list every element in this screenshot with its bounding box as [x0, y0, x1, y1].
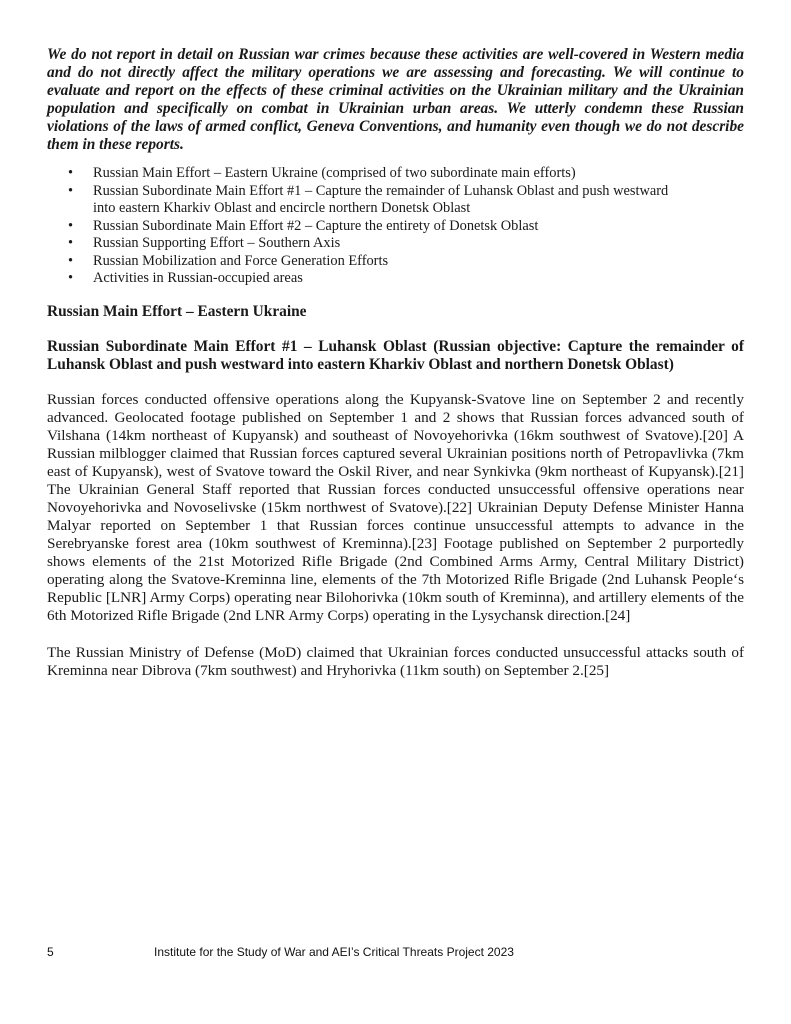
subsection-heading: Russian Subordinate Main Effort #1 – Luhansk Oblast (Russian objective: Capture the remainder of Luhansk Oblast and push westward into eastern Kharkiv Oblast and northern Donetsk Oblast): [47, 337, 744, 373]
list-item: • Activities in Russian-occupied areas: [93, 270, 744, 288]
list-item: • Russian Mobilization and Force Generation Efforts: [93, 253, 744, 271]
document-page: [47, 46, 744, 680]
list-item: • Russian Main Effort – Eastern Ukraine (comprised of two subordinate main efforts): [93, 165, 744, 183]
disclaimer-paragraph: We do not report in detail on Russian war crimes because these activities are well-covered in Western media and do not directly affect the military operations we are assessing and forecasting. We will continue to evaluate and report on the effects of these criminal activities on the Ukrainian military and the Ukrainian population and specifically on combat in Ukrainian urban areas. We utterly condemn these Russian violations of the laws of armed conflict, Geneva Conventions, and humanity even though we do not describe them in these reports.: [47, 46, 744, 153]
list-item: • Russian Subordinate Main Effort #1 – Capture the remainder of Luhansk Oblast and push westward into eastern Kharkiv Oblast and encircle northern Donetsk Oblast: [93, 183, 744, 218]
list-item: • Russian Supporting Effort – Southern Axis: [93, 235, 744, 253]
effort-list: [47, 165, 744, 288]
list-item: • Russian Subordinate Main Effort #2 – Capture the entirety of Donetsk Oblast: [93, 218, 744, 236]
page-number: 5: [47, 945, 54, 959]
section-heading: Russian Main Effort – Eastern Ukraine: [47, 302, 307, 320]
footer-organization: Institute for the Study of War and AEI’s Critical Threats Project 2023: [154, 945, 514, 959]
body-paragraph: The Russian Ministry of Defense (MoD) claimed that Ukrainian forces conducted unsuccessful attacks south of Kreminna near Dibrova (7km southwest) and Hryhorivka (11km south) on September 2.[25]: [47, 643, 744, 679]
body-paragraph: Russian forces conducted offensive operations along the Kupyansk-Svatove line on September 2 and recently advanced. Geolocated footage published on September 1 and 2 shows that Russian forces advanced south of Vilshana (14km northeast of Kupyansk) and southeast of Novoyehorivka (16km southwest of Svatove).[20] A Russian milblogger claimed that Russian forces captured several Ukrainian positions north of Petropavlivka (7km east of Kupyansk), west of Svatove toward the Oskil River, and near Synkivka (9km northeast of Kupyansk).[21] The Ukrainian General Staff reported that Russian forces conducted unsuccessful offensive operations near Novoyehorivka and Novoselivske (15km northwest of Svatove).[22] Ukrainian Deputy Defense Minister Hanna Malyar reported on September 1 that Russian forces continue unsuccessful attempts to advance in the Serebryanske forest area (10km southwest of Kreminna).[23] Footage published on September 2 purportedly shows elements of the 21st Motorized Rifle Brigade (2nd Combined Arms Army, Central Military District) operating along the Svatove-Kreminna line, elements of the 7th Motorized Rifle Brigade (2nd Luhansk People‘s Republic [LNR] Army Corps) operating near Bilohorivka (10km south of Kreminna), and artillery elements of the 6th Motorized Rifle Brigade (2nd LNR Army Corps) operating in the Lysychansk direction.[24]: [47, 390, 744, 624]
